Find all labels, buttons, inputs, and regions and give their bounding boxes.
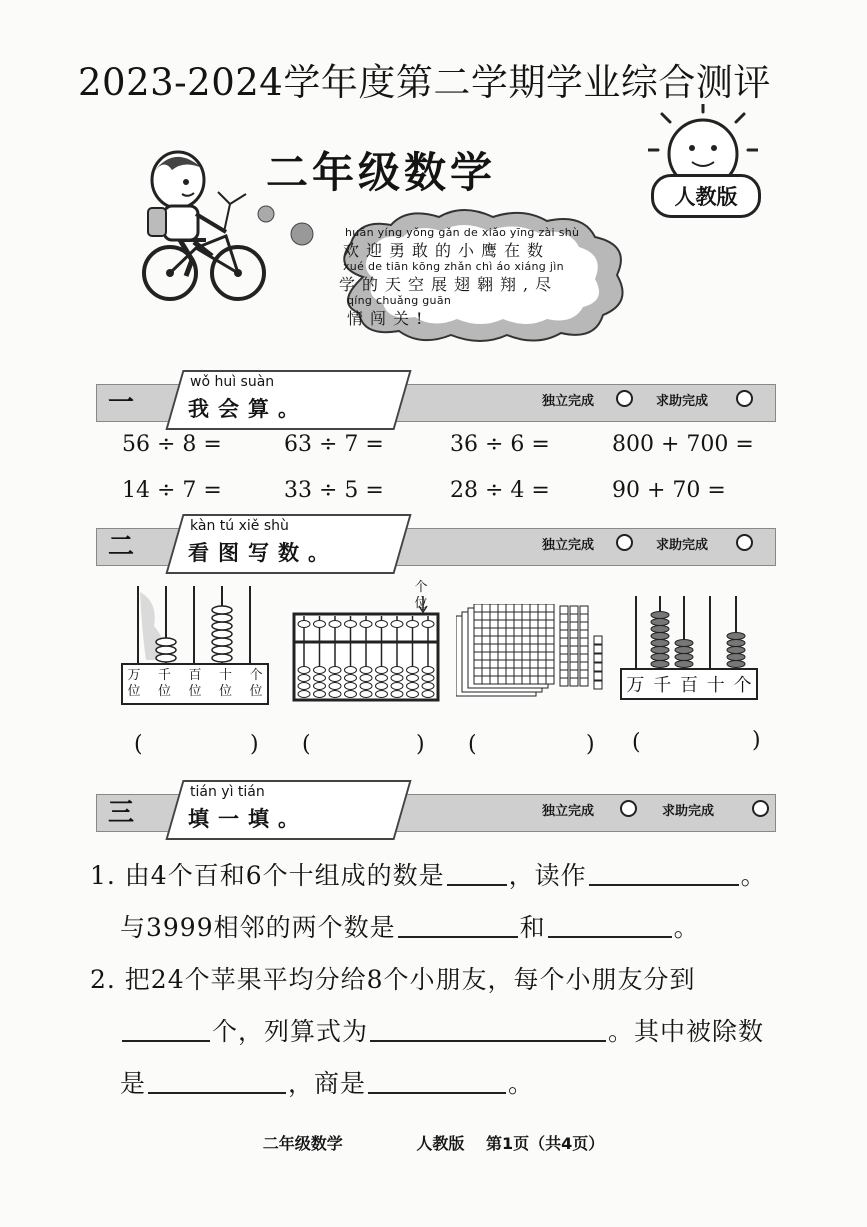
suanpan-bead — [376, 691, 388, 698]
question-text: 。 — [740, 861, 767, 890]
abacus-bead — [651, 626, 669, 633]
calc-item: 33 ÷ 5 = — [284, 478, 384, 503]
abacus-bead — [651, 612, 669, 619]
footer-edition: 人教版 — [416, 1134, 465, 1153]
abacus-bead — [727, 661, 745, 668]
abacus-bead — [651, 640, 669, 647]
question-text: ，商是 — [288, 1069, 367, 1098]
question-2-line-1 — [90, 960, 696, 996]
section-3-banner — [96, 780, 774, 836]
suanpan-bead — [345, 675, 357, 682]
suanpan-bead — [407, 621, 419, 628]
suanpan-bead — [298, 621, 310, 628]
cloud-pinyin-line-1: huān yíng yǒng gǎn de xiǎo yīng zài shù — [345, 226, 580, 239]
question-1-line-1 — [90, 856, 767, 892]
abacus-1-place-labels — [126, 668, 264, 700]
suanpan-bead — [298, 667, 310, 674]
suanpan-bead — [422, 675, 434, 682]
calc-item: 800 + 700 = — [612, 432, 754, 457]
question-text: 个，列算式为 — [212, 1017, 369, 1046]
cloud-text-line-3: 情闯关! — [347, 309, 430, 328]
suanpan-bead — [298, 683, 310, 690]
help-complete-checkbox[interactable] — [736, 534, 753, 551]
cloud-text-line-2: 学的天空展翅翱翔,尽 — [339, 275, 559, 294]
question-text: 。 — [508, 1069, 535, 1098]
abacus-bead — [651, 661, 669, 668]
suanpan-bead — [345, 667, 357, 674]
bubbles-decoration — [256, 200, 316, 250]
page-footer — [0, 1131, 867, 1154]
subject-title: 二年级数学 — [266, 148, 497, 197]
abacus-bead — [651, 647, 669, 654]
section-pinyin: tián yì tián — [190, 784, 265, 800]
boy-on-bicycle-illustration — [134, 148, 266, 308]
abacus-4-place-labels — [620, 668, 758, 700]
place-label: 千位 — [157, 668, 171, 699]
answer-blank[interactable] — [398, 910, 518, 938]
suanpan-bead — [407, 675, 419, 682]
suanpan-bead — [391, 675, 403, 682]
answer-paren-open: ( — [632, 730, 641, 755]
footer-subject: 二年级数学 — [262, 1134, 343, 1153]
calc-item: 14 ÷ 7 = — [122, 478, 222, 503]
abacus-bead — [675, 647, 693, 654]
suanpan-bead — [345, 621, 357, 628]
suanpan-bead — [314, 667, 326, 674]
question-text: ，读作 — [508, 861, 587, 890]
answer-blank[interactable] — [589, 858, 739, 886]
arrow-down-icon — [418, 596, 428, 616]
section-title: 看图写数。 — [188, 540, 338, 565]
self-complete-checkbox[interactable] — [616, 534, 633, 551]
suanpan-bead — [376, 683, 388, 690]
suanpan-bead — [360, 683, 372, 690]
suanpan-bead — [376, 675, 388, 682]
question-text: 1. 由4个百和6个十组成的数是 — [90, 861, 445, 890]
suanpan-bead — [376, 667, 388, 674]
section-pinyin: kàn tú xiě shù — [190, 518, 289, 534]
suanpan-bead — [422, 691, 434, 698]
counting-blocks-illustration — [456, 604, 616, 704]
status-help-label: 求助完成 — [656, 394, 709, 409]
suanpan-bead — [407, 691, 419, 698]
suanpan-bead — [391, 667, 403, 674]
suanpan-illustration — [292, 612, 440, 702]
question-2-line-2 — [120, 1012, 764, 1048]
status-help-label: 求助完成 — [656, 538, 709, 553]
suanpan-bead — [329, 667, 341, 674]
self-complete-checkbox[interactable] — [620, 800, 637, 817]
suanpan-bead — [391, 683, 403, 690]
suanpan-bead — [422, 667, 434, 674]
section-number: 一 — [108, 388, 135, 418]
place-label: 个 — [733, 675, 752, 696]
section-number: 二 — [108, 532, 135, 562]
suanpan-bead — [360, 675, 372, 682]
status-self-label: 独立完成 — [542, 804, 595, 819]
suanpan-bead — [314, 621, 326, 628]
suanpan-marker-label: 个位 — [414, 580, 428, 611]
abacus-bead — [675, 661, 693, 668]
unit-cube — [594, 645, 602, 653]
unit-cube — [594, 663, 602, 671]
calc-item: 63 ÷ 7 = — [284, 432, 384, 457]
suanpan-bead — [360, 667, 372, 674]
section-number: 三 — [108, 798, 135, 828]
place-label: 十位 — [218, 668, 232, 699]
unit-cube — [594, 636, 602, 644]
suanpan-bead — [314, 691, 326, 698]
suanpan-bead — [391, 621, 403, 628]
abacus-bead — [651, 654, 669, 661]
abacus-bead — [727, 640, 745, 647]
cloud-pinyin-line-3: qíng chuǎng guān — [347, 294, 452, 307]
suanpan-bead — [391, 691, 403, 698]
answer-blank[interactable] — [548, 910, 672, 938]
place-label: 百位 — [188, 668, 202, 699]
section-title: 填一填。 — [188, 806, 308, 831]
answer-paren-open: ( — [302, 732, 311, 757]
question-text: 是 — [120, 1069, 147, 1098]
suanpan-bead — [345, 683, 357, 690]
question-1-line-2 — [120, 908, 700, 944]
footer-page-number: 第1页（共4页） — [485, 1134, 605, 1153]
cloud-text-line-1: 欢迎勇敢的小鹰在数 — [343, 241, 551, 260]
status-self-label: 独立完成 — [542, 538, 595, 553]
place-label: 十 — [706, 675, 725, 696]
suanpan-bead — [314, 675, 326, 682]
suanpan-bead — [376, 621, 388, 628]
answer-blank[interactable] — [370, 1014, 606, 1042]
unit-cube — [594, 681, 602, 689]
suanpan-bead — [360, 621, 372, 628]
abacus-bead — [727, 654, 745, 661]
section-2-banner — [96, 514, 774, 570]
suanpan-bead — [345, 691, 357, 698]
question-text: 。 — [673, 913, 700, 942]
suanpan-bead — [329, 691, 341, 698]
suanpan-bead — [407, 683, 419, 690]
cloud-pinyin-line-2: xué de tiān kōng zhǎn chì áo xiáng jìn — [343, 260, 564, 273]
answer-paren-close: ) — [586, 732, 595, 757]
help-complete-checkbox[interactable] — [752, 800, 769, 817]
status-help-label: 求助完成 — [662, 804, 715, 819]
suanpan-bead — [298, 691, 310, 698]
place-label: 万 — [626, 675, 645, 696]
question-2-line-3 — [120, 1064, 534, 1100]
section-title: 我会算。 — [188, 396, 308, 421]
exam-title: 2023-2024学年度第二学期学业综合测评 — [78, 61, 771, 104]
question-text: 。其中被除数 — [608, 1017, 765, 1046]
abacus-bead — [675, 640, 693, 647]
abacus-bead — [651, 619, 669, 626]
question-text: 与3999相邻的两个数是 — [120, 913, 396, 942]
suanpan-bead — [422, 683, 434, 690]
status-self-label: 独立完成 — [542, 394, 595, 409]
help-complete-checkbox[interactable] — [736, 390, 753, 407]
place-label: 百 — [679, 675, 698, 696]
place-label: 千 — [653, 675, 672, 696]
answer-paren-open: ( — [134, 732, 143, 757]
place-label: 万位 — [127, 668, 141, 699]
answer-paren-open: ( — [468, 732, 477, 757]
answer-blank[interactable] — [447, 858, 507, 886]
calc-item: 56 ÷ 8 = — [122, 432, 222, 457]
edition-badge: 人教版 — [651, 174, 761, 218]
answer-paren-close: ) — [752, 728, 761, 753]
suanpan-bead — [329, 675, 341, 682]
answer-blank[interactable] — [122, 1014, 210, 1042]
question-text: 2. 把24个苹果平均分给8个小朋友，每个小朋友分到 — [90, 965, 696, 994]
calc-item: 90 + 70 = — [612, 478, 726, 503]
self-complete-checkbox[interactable] — [616, 390, 633, 407]
abacus-bead — [727, 633, 745, 640]
suanpan-bead — [298, 675, 310, 682]
answer-blank[interactable] — [148, 1066, 286, 1094]
abacus-4-illustration — [620, 592, 756, 670]
abacus-bead — [727, 647, 745, 654]
suanpan-bead — [329, 621, 341, 628]
place-label: 个位 — [249, 668, 263, 699]
abacus-bead — [675, 654, 693, 661]
question-text: 和 — [519, 913, 546, 942]
suanpan-bead — [314, 683, 326, 690]
answer-paren-close: ) — [416, 732, 425, 757]
unit-cube — [594, 654, 602, 662]
answer-paren-close: ) — [250, 732, 259, 757]
calc-item: 36 ÷ 6 = — [450, 432, 550, 457]
abacus-bead — [651, 633, 669, 640]
suanpan-bead — [407, 667, 419, 674]
suanpan-bead — [329, 683, 341, 690]
unit-cube — [594, 672, 602, 680]
answer-blank[interactable] — [368, 1066, 506, 1094]
suanpan-bead — [422, 621, 434, 628]
calc-item: 28 ÷ 4 = — [450, 478, 550, 503]
section-1-banner — [96, 370, 774, 426]
suanpan-bead — [360, 691, 372, 698]
section-pinyin: wǒ huì suàn — [190, 374, 275, 390]
